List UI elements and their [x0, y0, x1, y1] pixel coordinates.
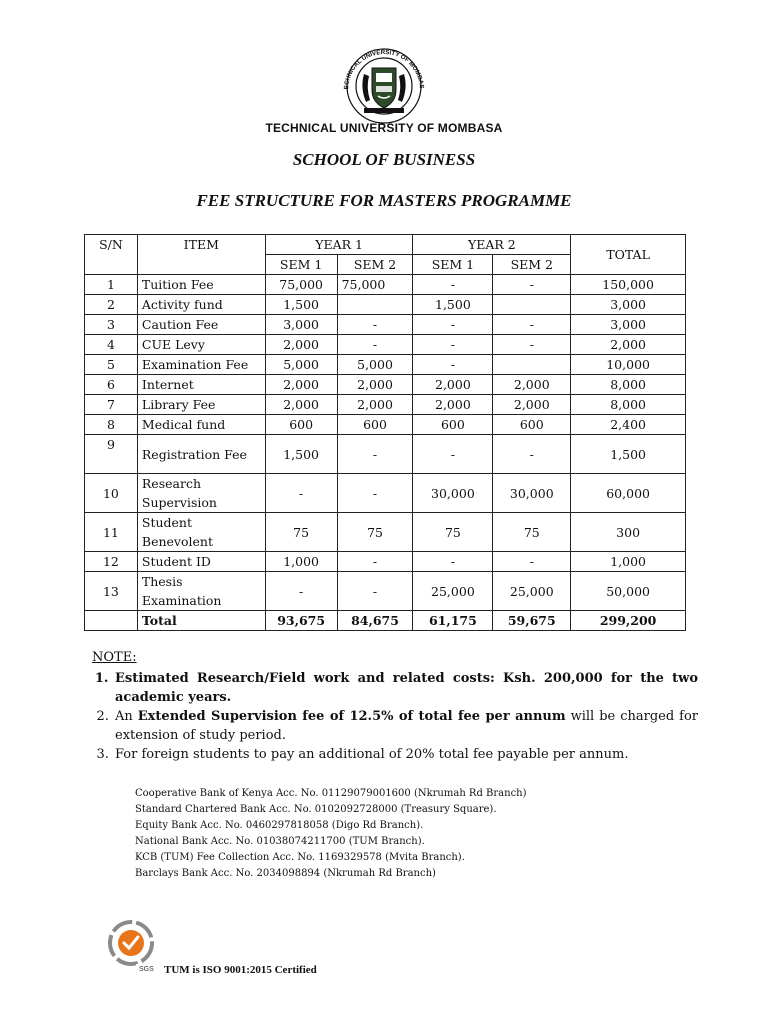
- cell-total: 150,000: [571, 275, 686, 295]
- cell-y1s2: [337, 295, 413, 315]
- cell-item: Tuition Fee: [137, 275, 265, 295]
- cell-y1s1: 3,000: [265, 315, 337, 335]
- cell-y2s2: 30,000: [493, 474, 571, 513]
- cell-y2s2: [493, 295, 571, 315]
- cell-sn: 3: [85, 315, 138, 335]
- cell-y1s2: -: [337, 435, 413, 474]
- note-item-bold: Extended Supervision fee of 12.5% of total fee per annum: [137, 709, 566, 724]
- cell-y2s2: 75: [493, 513, 571, 552]
- table-row: [85, 415, 686, 435]
- header-y1-sem2: SEM 2: [337, 255, 413, 275]
- bank-line: Cooperative Bank of Kenya Acc. No. 01129079001600 (Nkrumah Rd Branch): [135, 788, 527, 799]
- note-item: 1. Estimated Research/Field work and related costs: Ksh. 200,000 for the two academic years.: [113, 669, 698, 707]
- note-item: [113, 707, 698, 745]
- cell-y1s1: 1,500: [265, 295, 337, 315]
- cell-item: CUE Levy: [137, 335, 265, 355]
- table-row: [85, 572, 686, 611]
- cell-total: 8,000: [571, 375, 686, 395]
- seal-arc-text: ECHNICAL UNIVERSITY OF MOMBAS: [342, 48, 426, 90]
- sgs-badge-icon: [106, 915, 162, 973]
- grand-total: 299,200: [571, 611, 686, 631]
- cell-sn: 6: [85, 375, 138, 395]
- bank-line: National Bank Acc. No. 01038074211700 (TUM Branch).: [135, 836, 425, 847]
- cell-y1s2: 600: [337, 415, 413, 435]
- cell-y2s1: 1,500: [413, 295, 493, 315]
- bank-line: Standard Chartered Bank Acc. No. 0102092728000 (Treasury Square).: [135, 804, 497, 815]
- header-sn: S/N: [85, 235, 138, 275]
- cell-y1s2: 2,000: [337, 395, 413, 415]
- header-item: ITEM: [137, 235, 265, 275]
- cell-item: Medical fund: [137, 415, 265, 435]
- cell-item: [137, 513, 265, 552]
- cell-y1s1: 75: [265, 513, 337, 552]
- cell-y1s2: -: [337, 572, 413, 611]
- total-y2s1: 61,175: [413, 611, 493, 631]
- cell-y2s2: -: [493, 435, 571, 474]
- cell-total: 60,000: [571, 474, 686, 513]
- cell-y1s2: -: [337, 474, 413, 513]
- table-header-row: [85, 235, 686, 255]
- cell-sn: 13: [85, 572, 138, 611]
- cell-y2s2: [493, 355, 571, 375]
- school-name: SCHOOL OF BUSINESS: [292, 150, 476, 169]
- cell-sn-empty: [85, 611, 138, 631]
- cell-y1s2: 2,000: [337, 375, 413, 395]
- cell-y1s2: -: [337, 335, 413, 355]
- total-label: Total: [137, 611, 265, 631]
- cell-y2s2: 2,000: [493, 375, 571, 395]
- sgs-certification-logo: [106, 915, 162, 973]
- cell-total: 8,000: [571, 395, 686, 415]
- cell-item: Activity fund: [137, 295, 265, 315]
- bank-line: KCB (TUM) Fee Collection Acc. No. 1169329578 (Mvita Branch).: [135, 852, 465, 863]
- cell-y1s1: 1,500: [265, 435, 337, 474]
- cell-item-line2: Benevolent: [141, 534, 213, 549]
- notes-list: [92, 669, 698, 764]
- cell-total: 2,400: [571, 415, 686, 435]
- table-row: [85, 335, 686, 355]
- note-item-text: An: [115, 709, 138, 724]
- fee-structure-table: [84, 234, 686, 631]
- header-y2-sem1: SEM 1: [413, 255, 493, 275]
- cell-y2s1: -: [413, 315, 493, 335]
- header-total: TOTAL: [571, 235, 686, 275]
- cell-y1s2: 5,000: [337, 355, 413, 375]
- header-y1-sem1: SEM 1: [265, 255, 337, 275]
- cell-item: [137, 474, 265, 513]
- cell-total: 1,500: [571, 435, 686, 474]
- table-row: [85, 474, 686, 513]
- total-y2s2: 59,675: [493, 611, 571, 631]
- cell-y2s1: 600: [413, 415, 493, 435]
- cell-y2s2: -: [493, 552, 571, 572]
- cell-item: Examination Fee: [137, 355, 265, 375]
- table-row: [85, 355, 686, 375]
- cell-total: 3,000: [571, 295, 686, 315]
- note-heading: NOTE:: [92, 650, 137, 665]
- cell-y1s1: 2,000: [265, 335, 337, 355]
- cell-item: Caution Fee: [137, 315, 265, 335]
- cell-y1s1: 1,000: [265, 552, 337, 572]
- bank-accounts: [135, 786, 527, 882]
- cell-y2s1: 2,000: [413, 375, 493, 395]
- cell-item: Student ID: [137, 552, 265, 572]
- cell-y2s2: 25,000: [493, 572, 571, 611]
- cell-sn: 1: [85, 275, 138, 295]
- cell-y2s1: -: [413, 275, 493, 295]
- cell-item-line1: Student: [141, 515, 193, 530]
- total-y1s2: 84,675: [337, 611, 413, 631]
- cell-total: 50,000: [571, 572, 686, 611]
- university-name: TECHNICAL UNIVERSITY OF MOMBASA: [265, 121, 503, 135]
- cell-y1s2: -: [337, 315, 413, 335]
- cell-sn: 10: [85, 474, 138, 513]
- cell-y2s1: -: [413, 355, 493, 375]
- cell-sn: 2: [85, 295, 138, 315]
- cell-total: 1,000: [571, 552, 686, 572]
- cell-y2s1: 75: [413, 513, 493, 552]
- cell-y2s2: -: [493, 315, 571, 335]
- cell-y2s2: -: [493, 335, 571, 355]
- document-title: FEE STRUCTURE FOR MASTERS PROGRAMME: [196, 191, 572, 210]
- table-row: [85, 435, 686, 474]
- cell-total: 10,000: [571, 355, 686, 375]
- sgs-label: SGS: [139, 966, 154, 973]
- cell-y2s2: 600: [493, 415, 571, 435]
- table-total-row: [85, 611, 686, 631]
- cell-sn: 7: [85, 395, 138, 415]
- cell-y2s1: 30,000: [413, 474, 493, 513]
- header-year1: YEAR 1: [265, 235, 413, 255]
- cell-y1s1: -: [265, 572, 337, 611]
- cell-y1s2: 75: [337, 513, 413, 552]
- cell-item: Library Fee: [137, 395, 265, 415]
- cell-y1s2: 75,000: [337, 275, 413, 295]
- header-y2-sem2: SEM 2: [493, 255, 571, 275]
- cell-y1s1: 75,000: [265, 275, 337, 295]
- note-item: 3. For foreign students to pay an additional of 20% total fee payable per annum.: [113, 745, 698, 764]
- cell-y1s1: -: [265, 474, 337, 513]
- cell-y1s1: 600: [265, 415, 337, 435]
- cell-total: 3,000: [571, 315, 686, 335]
- bank-line: Barclays Bank Acc. No. 2034098894 (Nkrumah Rd Branch): [135, 868, 436, 879]
- seal-icon: [334, 44, 434, 124]
- cell-sn: 8: [85, 415, 138, 435]
- cell-y1s1: 2,000: [265, 375, 337, 395]
- table-row: [85, 552, 686, 572]
- table-row: [85, 315, 686, 335]
- note-item-text: will be charged for extension of study period.: [115, 709, 699, 743]
- cell-item: Internet: [137, 375, 265, 395]
- bank-line: Equity Bank Acc. No. 0460297818058 (Digo Rd Branch).: [135, 820, 424, 831]
- header-year2: YEAR 2: [413, 235, 571, 255]
- cell-y2s2: -: [493, 275, 571, 295]
- cell-y2s1: 25,000: [413, 572, 493, 611]
- cell-sn: 12: [85, 552, 138, 572]
- cell-item-line2: Supervision: [141, 495, 217, 510]
- table-row: [85, 295, 686, 315]
- cell-sn: 11: [85, 513, 138, 552]
- cell-total: 2,000: [571, 335, 686, 355]
- cell-y2s1: -: [413, 552, 493, 572]
- university-seal: [334, 44, 434, 124]
- table-row: [85, 375, 686, 395]
- cell-y1s1: 2,000: [265, 395, 337, 415]
- cell-y2s1: -: [413, 335, 493, 355]
- table-row: [85, 513, 686, 552]
- table-row: [85, 275, 686, 295]
- cell-y1s2: -: [337, 552, 413, 572]
- cell-sn: 5: [85, 355, 138, 375]
- cell-item: Registration Fee: [137, 435, 265, 474]
- cell-item: [137, 572, 265, 611]
- cell-item-line2: Examination: [141, 593, 222, 608]
- cell-y2s1: 2,000: [413, 395, 493, 415]
- cell-y1s1: 5,000: [265, 355, 337, 375]
- cell-sn: 9: [85, 435, 138, 474]
- cell-y2s2: 2,000: [493, 395, 571, 415]
- table-row: [85, 395, 686, 415]
- cell-item-line1: Research: [141, 476, 201, 491]
- cell-y2s1: -: [413, 435, 493, 474]
- total-y1s1: 93,675: [265, 611, 337, 631]
- iso-certification-text: TUM is ISO 9001:2015 Certified: [164, 964, 317, 976]
- cell-total: 300: [571, 513, 686, 552]
- cell-sn: 4: [85, 335, 138, 355]
- cell-item-line1: Thesis: [141, 574, 183, 589]
